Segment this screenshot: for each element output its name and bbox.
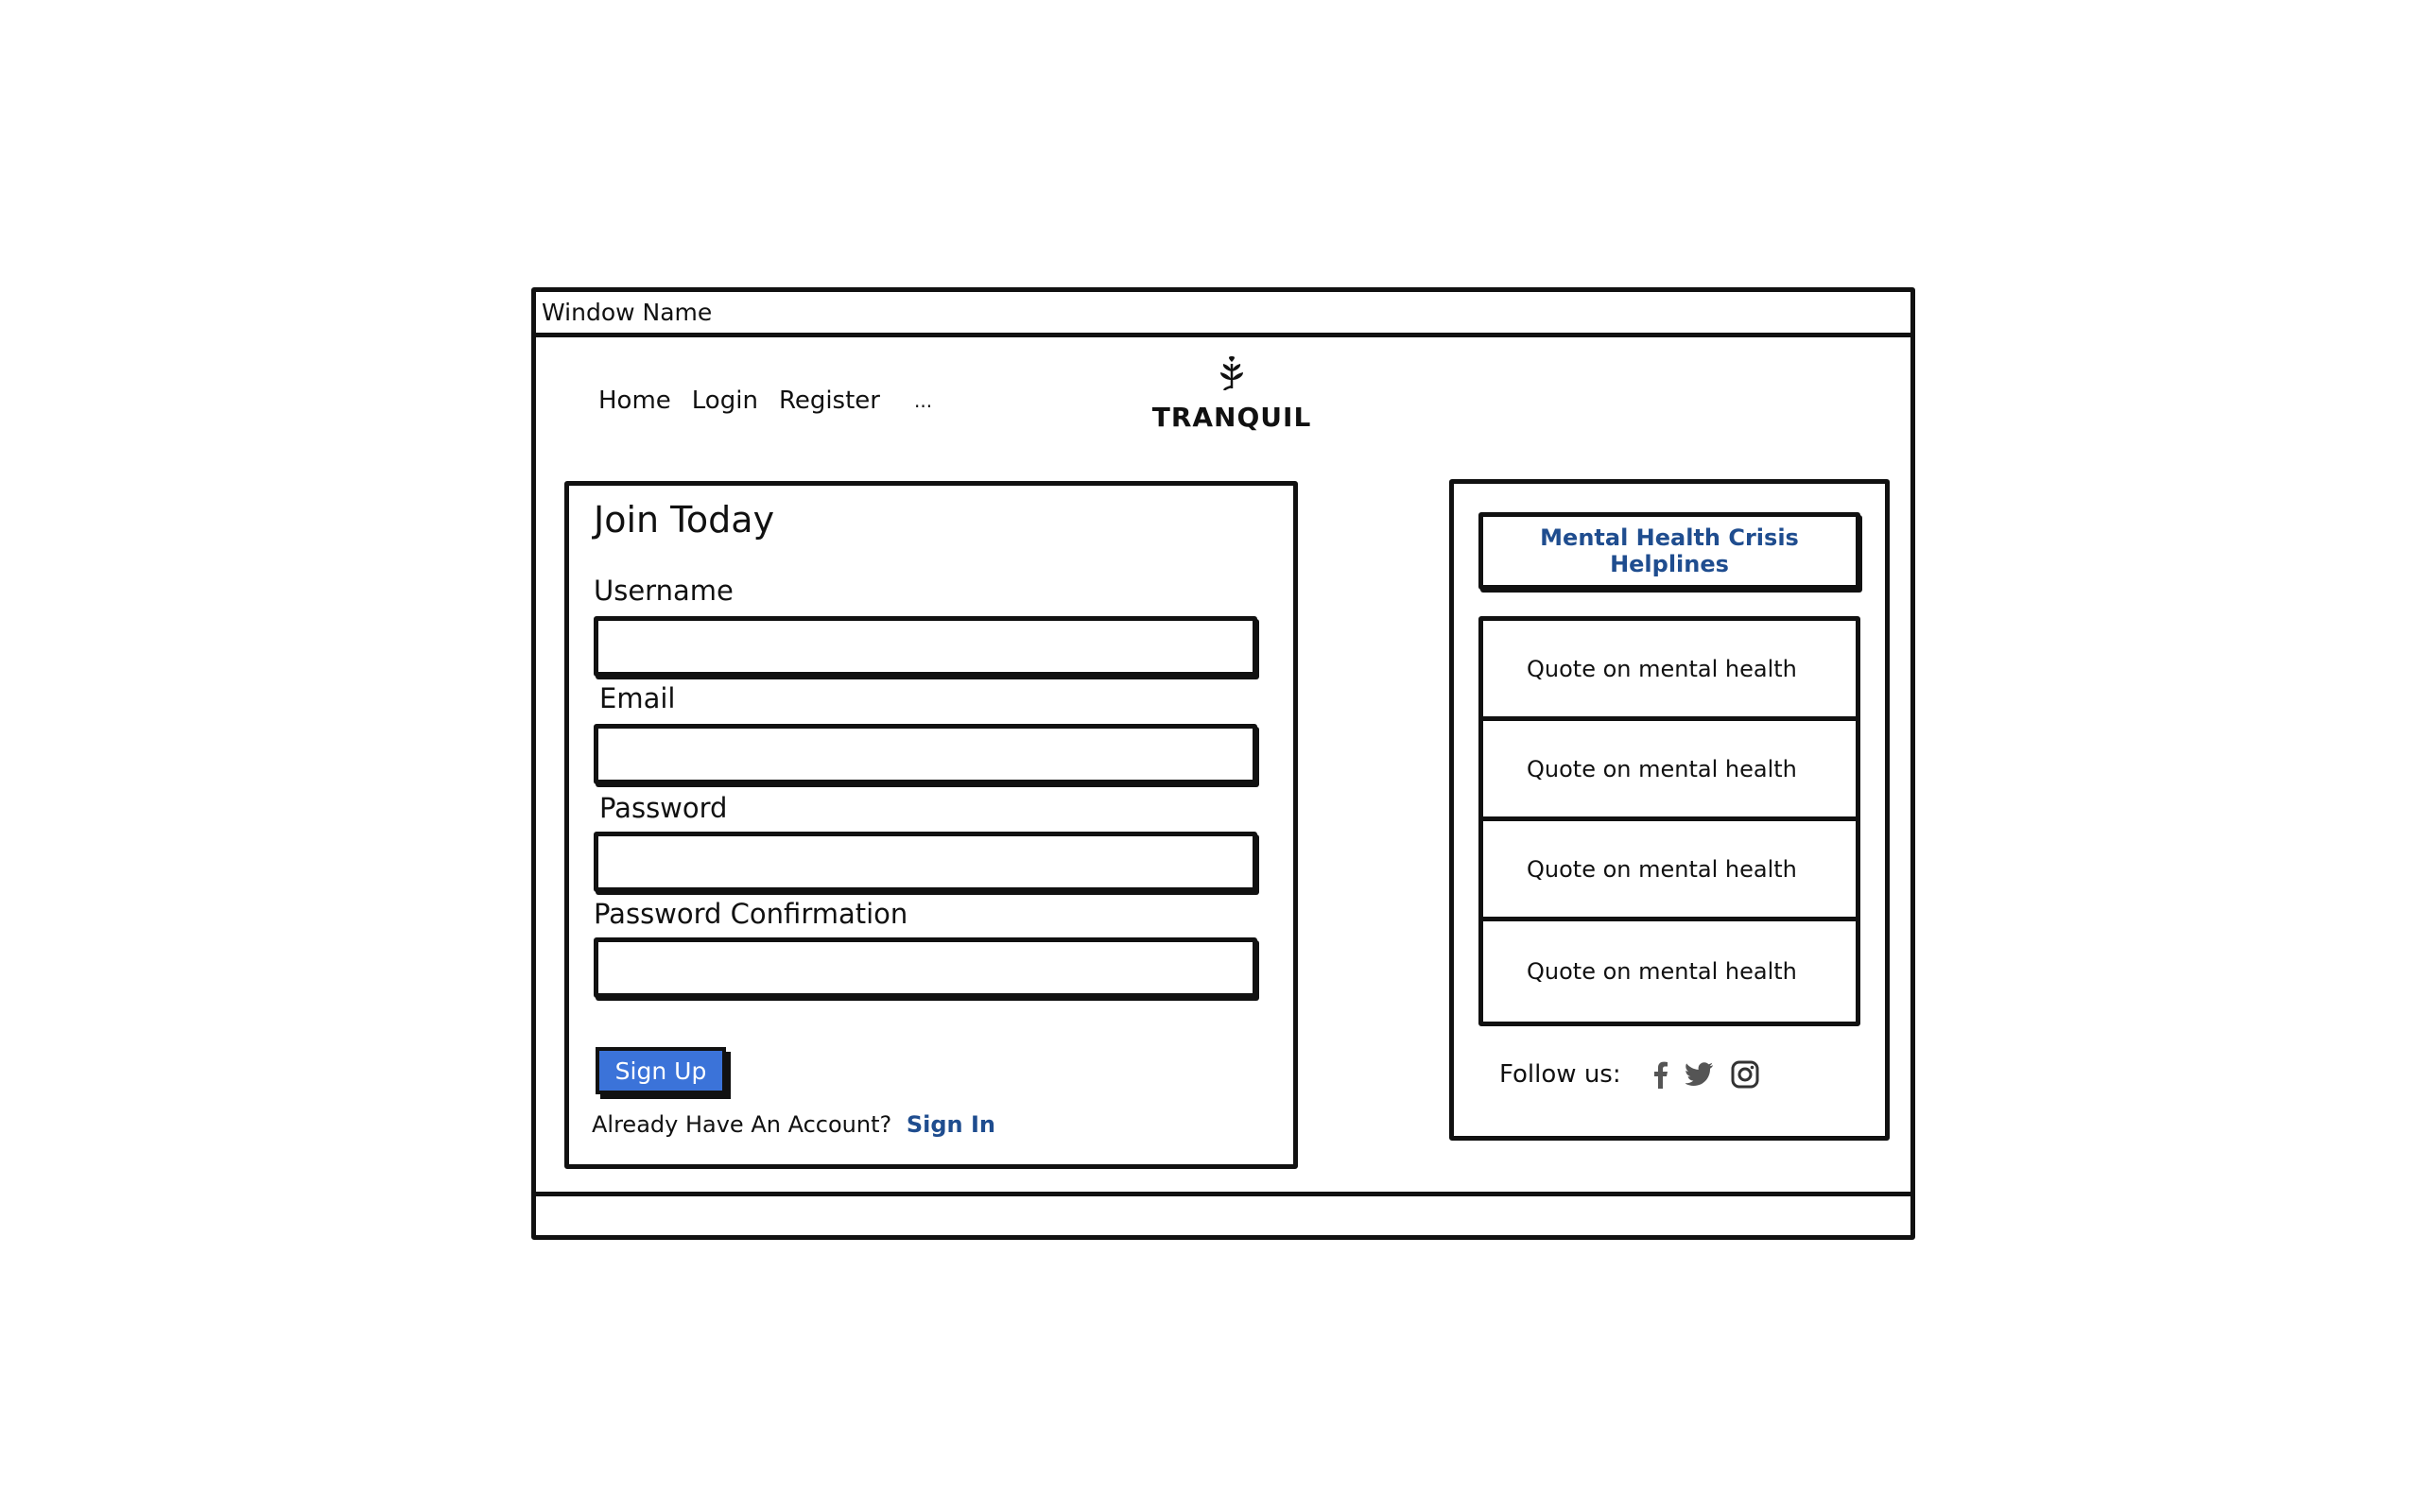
brand-logo[interactable] xyxy=(1137,356,1326,433)
username-label: Username xyxy=(594,575,734,607)
twitter-icon[interactable] xyxy=(1685,1062,1714,1087)
sidebar-panel xyxy=(1449,479,1890,1141)
window-titlebar xyxy=(536,292,1910,337)
quote-item: Quote on mental health xyxy=(1527,958,1797,985)
facebook-icon[interactable] xyxy=(1651,1060,1668,1089)
account-prompt-line xyxy=(592,1111,995,1138)
follow-us-label: Follow us: xyxy=(1499,1060,1621,1089)
nav-register[interactable]: Register xyxy=(778,387,880,415)
password-input[interactable] xyxy=(594,832,1257,892)
nav-home[interactable]: Home xyxy=(598,387,671,415)
browser-window xyxy=(531,287,1915,1240)
nav-more[interactable]: ... xyxy=(913,389,933,412)
username-input[interactable] xyxy=(594,616,1257,677)
main-nav xyxy=(598,387,953,415)
password-label: Password xyxy=(599,792,728,824)
quote-item: Quote on mental health xyxy=(1483,621,1856,721)
quote-list xyxy=(1478,616,1860,1026)
quote-item: Quote on mental health xyxy=(1483,821,1856,921)
window-footer xyxy=(536,1192,1910,1235)
password-confirmation-label: Password Confirmation xyxy=(594,898,908,930)
quote-item: Quote on mental health xyxy=(1483,721,1856,821)
leaf-icon xyxy=(1218,356,1246,390)
email-input[interactable] xyxy=(594,724,1257,784)
sign-in-link[interactable]: Sign In xyxy=(906,1111,996,1138)
nav-login[interactable]: Login xyxy=(691,387,758,415)
follow-us-row xyxy=(1499,1060,1759,1089)
instagram-icon[interactable] xyxy=(1731,1060,1759,1089)
signup-form xyxy=(564,481,1298,1169)
sign-up-button[interactable]: Sign Up xyxy=(596,1047,726,1094)
crisis-helplines-button[interactable]: Mental Health Crisis Helplines xyxy=(1478,512,1860,590)
account-prompt: Already Have An Account? xyxy=(592,1111,892,1138)
form-title: Join Today xyxy=(594,499,775,541)
brand-name: TRANQUIL xyxy=(1151,402,1312,433)
password-confirmation-input[interactable] xyxy=(594,937,1257,998)
window-title: Window Name xyxy=(542,299,713,326)
email-label: Email xyxy=(599,682,676,714)
